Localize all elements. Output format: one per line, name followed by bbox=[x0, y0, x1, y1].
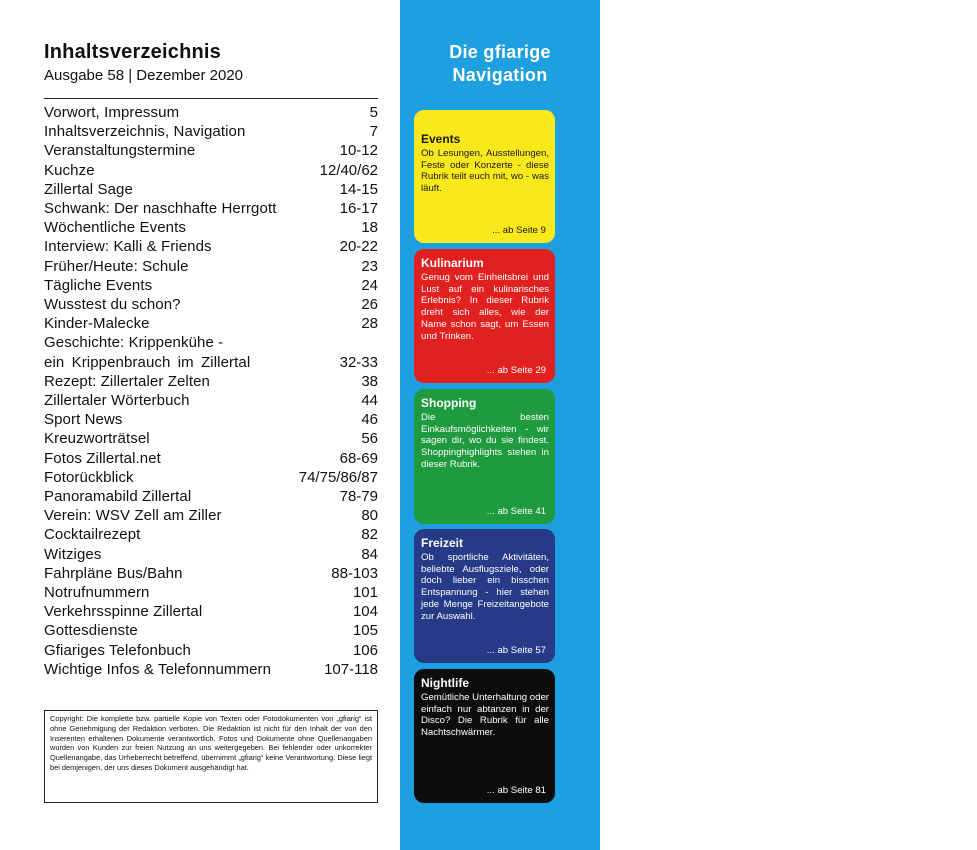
toc-entry-title: Schwank: Der naschhafte Herrgott bbox=[44, 200, 277, 218]
toc-entry[interactable] bbox=[44, 564, 378, 583]
toc-entry-page: 28 bbox=[361, 315, 378, 333]
toc-entry[interactable] bbox=[44, 506, 378, 525]
toc-entry-page: 32-33 bbox=[339, 353, 378, 371]
toc-entry-title: Wöchentliche Events bbox=[44, 219, 186, 237]
toc-entry-title: Vorwort, Impressum bbox=[44, 104, 180, 121]
nav-section-page-ref: ... ab Seite 41 bbox=[486, 506, 546, 517]
toc-entry-title: Interview: Kalli & Friends bbox=[44, 238, 212, 256]
nav-section-page-ref: ... ab Seite 57 bbox=[486, 645, 546, 656]
toc-entry-title: Notrufnummern bbox=[44, 584, 150, 602]
toc-entry-page: 56 bbox=[361, 430, 378, 448]
sidebar-title-line: Die gfiarige bbox=[449, 42, 551, 62]
toc-entry-page: 78-79 bbox=[339, 488, 378, 506]
nav-section-heading: Nightlife bbox=[421, 676, 469, 690]
toc-entry-title: Zillertaler Wörterbuch bbox=[44, 392, 190, 410]
toc-entry-title: Fotos Zillertal.net bbox=[44, 449, 161, 467]
toc-entry[interactable] bbox=[44, 276, 378, 295]
toc-entry-page: 26 bbox=[361, 296, 378, 314]
sidebar-title bbox=[400, 41, 600, 87]
toc-entry[interactable] bbox=[44, 391, 378, 410]
toc-entry[interactable] bbox=[44, 602, 378, 621]
toc-entry-title: Cocktailrezept bbox=[44, 526, 141, 544]
toc-entry[interactable] bbox=[44, 141, 378, 160]
toc-entry-page: 101 bbox=[352, 584, 378, 602]
toc-entry-title: Gottesdienste bbox=[44, 622, 138, 640]
toc-entry[interactable] bbox=[44, 180, 378, 199]
sidebar-title-line: Navigation bbox=[452, 65, 548, 85]
toc-entry-title: Kuchze bbox=[44, 161, 95, 179]
nav-section-freizeit[interactable] bbox=[414, 529, 555, 663]
toc-entry-title: Rezept: Zillertaler Zelten bbox=[44, 372, 210, 390]
nav-section-heading: Shopping bbox=[421, 396, 477, 410]
copyright-notice: Copyright: Die komplette bzw. partielle Kopie von Texten oder Fotodokumenten von „gfiarig“ ist ohne Genehmigung der Redaktion verboten. Die Redaktion ist nicht für den Inhalt der von den Inserenten erhaltenen Dokumente verantwortlich. Fotos und Dokumente ohne Quellenangaben wurden von Kunden zur freien Nutzung an uns weitergegeben. Bei fehlender oder unkorrekter Quellenangabe, das Urheberrecht betreffend, übernimmt „gfiarig“ keine Verantwortung. Diese liegt bei demjenigen, der uns dieses Dokument ausgehändigt hat. bbox=[44, 710, 378, 803]
toc-entry-title: Tägliche Events bbox=[44, 276, 153, 294]
toc-entry[interactable] bbox=[44, 641, 378, 660]
nav-section-page-ref: ... ab Seite 81 bbox=[486, 785, 546, 796]
toc-entry-page: 106 bbox=[352, 641, 378, 659]
toc-entry-title: Gfiariges Telefonbuch bbox=[44, 641, 191, 659]
toc-entry[interactable] bbox=[44, 468, 378, 487]
toc-entry[interactable] bbox=[44, 449, 378, 468]
toc-entry[interactable] bbox=[44, 410, 378, 429]
nav-section-heading: Kulinarium bbox=[421, 256, 484, 270]
page-number: 7 bbox=[970, 807, 977, 821]
navigation-sidebar bbox=[400, 0, 977, 850]
toc-entry-title: Verkehrsspinne Zillertal bbox=[44, 603, 203, 621]
toc-entry[interactable] bbox=[44, 372, 378, 391]
toc-entry-page: 105 bbox=[352, 622, 378, 640]
toc-entry-page: 44 bbox=[361, 392, 378, 410]
toc-entry[interactable] bbox=[44, 545, 378, 564]
toc-entry[interactable] bbox=[44, 122, 378, 141]
toc-entry-page: 10-12 bbox=[339, 142, 378, 160]
toc-entry-page: 24 bbox=[361, 276, 378, 294]
toc-entry[interactable] bbox=[44, 199, 378, 218]
toc-entry-page: 84 bbox=[361, 545, 378, 563]
table-of-contents-column bbox=[44, 40, 378, 679]
toc-entry[interactable] bbox=[44, 314, 378, 333]
toc-entry[interactable] bbox=[44, 295, 378, 314]
title-divider bbox=[44, 98, 378, 99]
toc-entry-title: Kreuzworträtsel bbox=[44, 430, 150, 448]
toc-entry-page: 23 bbox=[361, 257, 378, 275]
nav-section-text: Gemütliche Unterhaltung oder einfach nur abtanzen in der Disco? Die Rubrik für alle Nachtschwärmer. bbox=[421, 692, 549, 739]
toc-entry-page: 14-15 bbox=[339, 180, 378, 198]
toc-entry-title: Früher/Heute: Schule bbox=[44, 257, 189, 275]
toc-entry-page: 107-118 bbox=[324, 660, 378, 678]
toc-entry[interactable] bbox=[44, 103, 378, 122]
toc-entry-page: 12/40/62 bbox=[319, 161, 378, 179]
toc-entry-title: Zillertal Sage bbox=[44, 180, 133, 198]
toc-entry-page: 46 bbox=[361, 411, 378, 429]
toc-entry[interactable] bbox=[44, 621, 378, 640]
toc-entry-title: Veranstaltungstermine bbox=[44, 142, 196, 160]
toc-entry-page: 38 bbox=[361, 372, 378, 390]
toc-entry-title: Inhaltsverzeichnis, Navigation bbox=[44, 123, 246, 141]
toc-entry[interactable] bbox=[44, 353, 378, 372]
toc-entry-page: 74/75/86/87 bbox=[298, 468, 378, 486]
toc-entry-title: Witziges bbox=[44, 545, 102, 563]
toc-entry[interactable] bbox=[44, 257, 378, 276]
nav-section-text: Ob Lesungen, Ausstellungen, Feste oder Konzerte - diese Rubrik teilt euch mit, wo - was läuft. bbox=[421, 148, 549, 195]
toc-entry-page: 82 bbox=[361, 526, 378, 544]
toc-entry[interactable] bbox=[44, 333, 378, 352]
toc-entry-page: 104 bbox=[352, 603, 378, 621]
toc-entry-title: Fahrpläne Bus/Bahn bbox=[44, 564, 183, 582]
toc-entry-title: ein Krippenbrauch im Zillertal bbox=[44, 353, 251, 371]
toc-entry[interactable] bbox=[44, 429, 378, 448]
toc-entry-page: 7 bbox=[369, 123, 378, 141]
nav-section-text: Genug vom Einheitsbrei und Lust auf ein kulinarisches Erlebnis? In dieser Rubrik dreht sich alles, wie der Name schon sagt, um Essen und Trinken. bbox=[421, 272, 549, 342]
toc-entry-title: Verein: WSV Zell am Ziller bbox=[44, 507, 222, 525]
toc-entry[interactable] bbox=[44, 218, 378, 237]
nav-section-text: Die besten Einkaufsmöglichkeiten - wir sagen dir, wo du sie findest. Shoppinghighlights stehen in dieser Rubrik. bbox=[421, 412, 549, 470]
nav-section-events[interactable] bbox=[414, 110, 555, 243]
toc-entry[interactable] bbox=[44, 583, 378, 602]
toc-entry[interactable] bbox=[44, 487, 378, 506]
toc-entry[interactable] bbox=[44, 237, 378, 256]
toc-entry-title: Wusstest du schon? bbox=[44, 296, 181, 314]
nav-section-nightlife[interactable] bbox=[414, 669, 555, 803]
toc-entry-title: Wichtige Infos & Telefonnummern bbox=[44, 660, 272, 678]
toc-entry-title: Panoramabild Zillertal bbox=[44, 488, 192, 506]
toc-entry[interactable] bbox=[44, 660, 378, 679]
toc-entry[interactable] bbox=[44, 525, 378, 544]
nav-section-text: Ob sportliche Aktivitäten, beliebte Ausflugsziele, oder doch lieber ein bisschen Entspannung - hier stehen jede Menge Freizeitangebote zur Auswahl. bbox=[421, 552, 549, 622]
toc-entry-page: 88-103 bbox=[331, 564, 378, 582]
toc-entry-page: 16-17 bbox=[339, 200, 378, 218]
issue-info: Ausgabe 58 | Dezember 2020 bbox=[44, 67, 244, 84]
toc-entry-title: Sport News bbox=[44, 411, 123, 429]
toc-entry-title: Geschichte: Krippenkühe - bbox=[44, 334, 224, 352]
nav-section-shopping[interactable] bbox=[414, 389, 555, 524]
page-title: Inhaltsverzeichnis bbox=[44, 41, 221, 63]
toc-entry-page: 18 bbox=[361, 219, 378, 237]
toc-entry-page: 68-69 bbox=[339, 449, 378, 467]
nav-section-page-ref: ... ab Seite 9 bbox=[492, 225, 546, 236]
nav-section-page-ref: ... ab Seite 29 bbox=[486, 365, 546, 376]
nav-section-heading: Events bbox=[421, 132, 461, 146]
nav-section-kulinarium[interactable] bbox=[414, 249, 555, 383]
toc-entry[interactable] bbox=[44, 161, 378, 180]
toc-list bbox=[44, 103, 378, 679]
toc-entry-page: 20-22 bbox=[339, 238, 378, 256]
toc-entry-title: Fotorückblick bbox=[44, 468, 134, 486]
nav-section-heading: Freizeit bbox=[421, 536, 464, 550]
toc-entry-title: Kinder-Malecke bbox=[44, 315, 150, 333]
toc-entry-page: 5 bbox=[369, 104, 378, 121]
toc-entry-page: 80 bbox=[361, 507, 378, 525]
